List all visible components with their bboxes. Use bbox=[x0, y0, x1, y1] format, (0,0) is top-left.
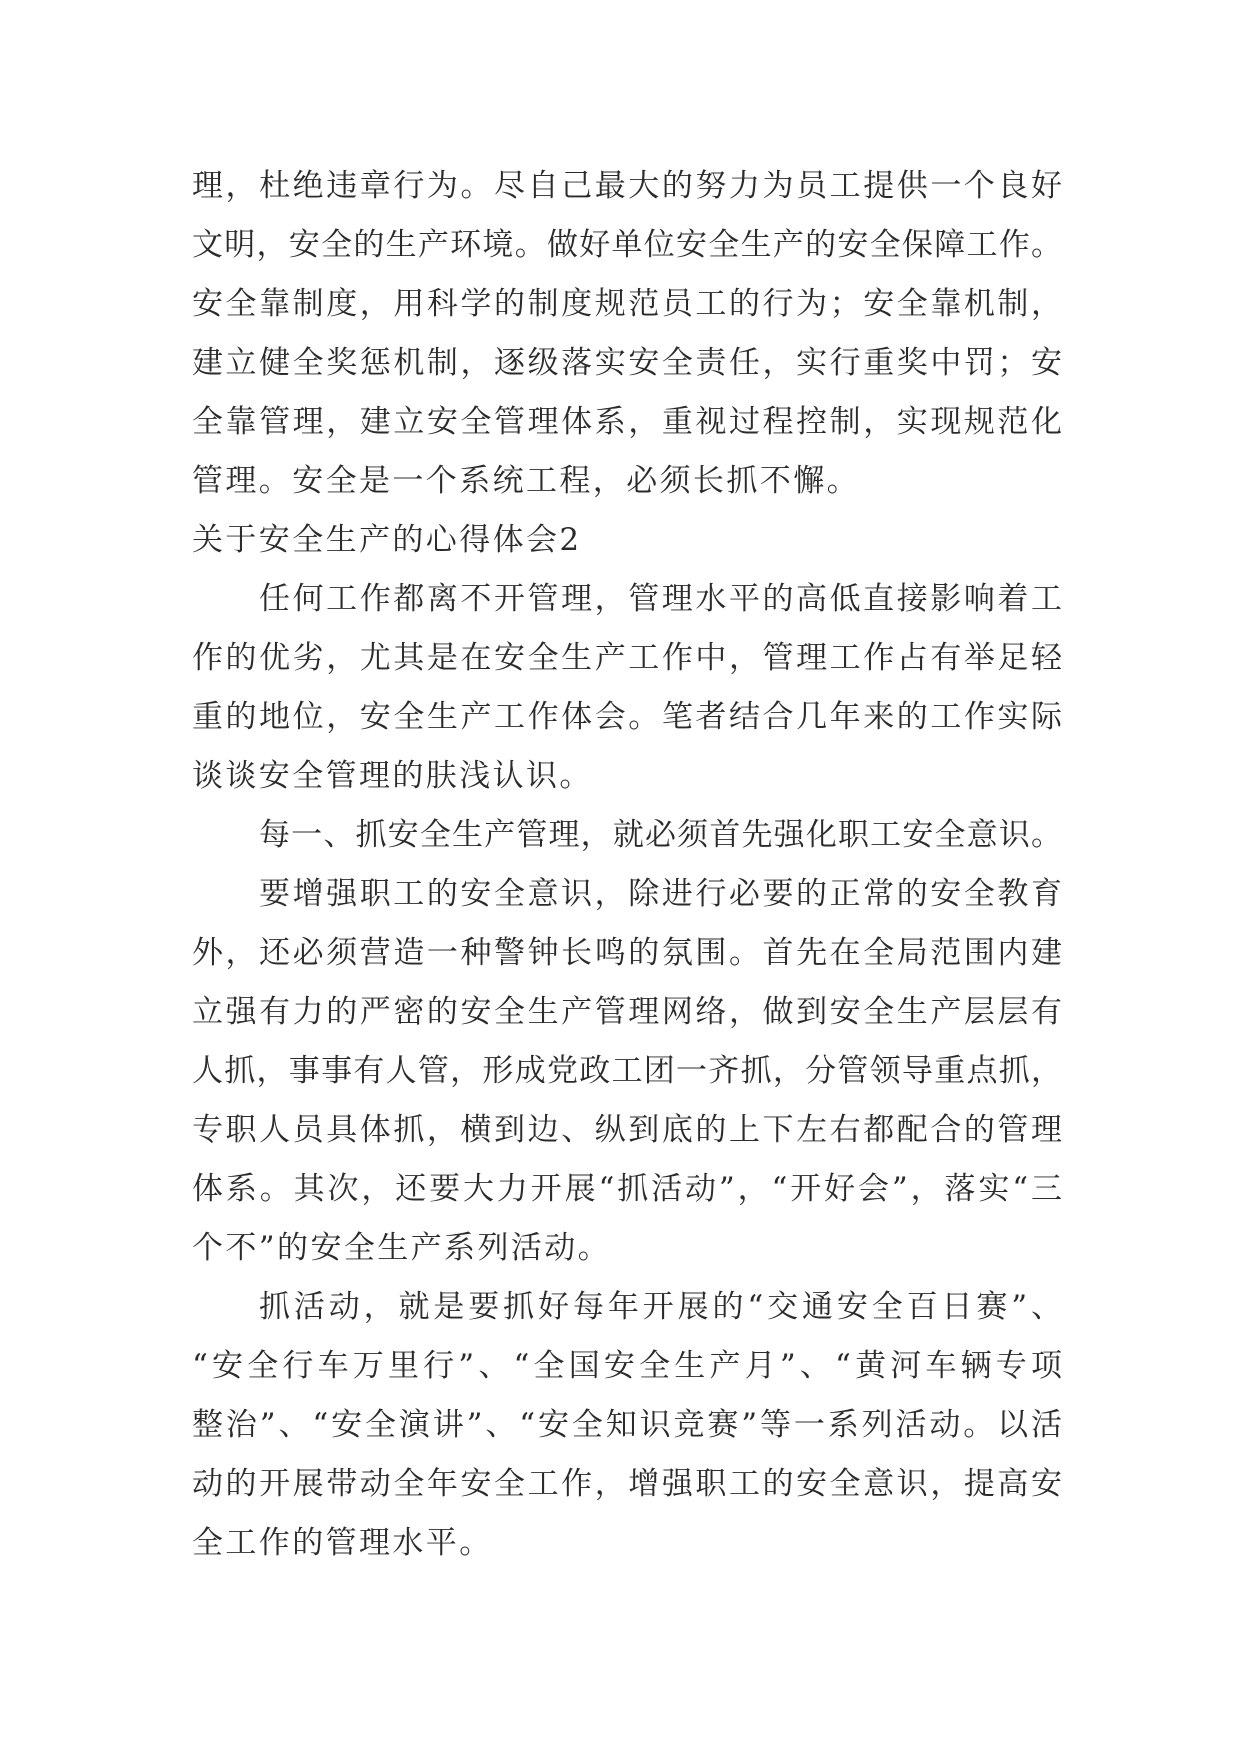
text-line: 理，杜绝违章行为。尽自己最大的努力为员工提供一个良好 bbox=[192, 168, 1062, 204]
text-line: 管理。安全是一个系统工程，必须长抓不懈。 bbox=[192, 463, 860, 499]
text-line: 体系。其次，还要大力开展“抓活动”，“开好会”，落实“三 bbox=[192, 1171, 1062, 1207]
text-line: 人抓，事事有人管，形成党政工团一齐抓，分管领导重点抓， bbox=[192, 1053, 1062, 1089]
text-line: “安全行车万里行”、“全国安全生产月”、“黄河车辆专项 bbox=[192, 1348, 1062, 1384]
text-line: 作的优劣，尤其是在安全生产工作中，管理工作占有举足轻 bbox=[192, 640, 1062, 676]
text-line: 全靠管理，建立安全管理体系，重视过程控制，实现规范化 bbox=[192, 404, 1062, 440]
text-line: 个不”的安全生产系列活动。 bbox=[192, 1230, 612, 1266]
text-line: 谈谈安全管理的肤浅认识。 bbox=[192, 758, 593, 794]
text-line: 专职人员具体抓，横到边、纵到底的上下左右都配合的管理 bbox=[192, 1112, 1062, 1148]
section-heading: 关于安全生产的心得体会2 bbox=[192, 522, 582, 558]
text-line: 文明，安全的生产环境。做好单位安全生产的安全保障工作。 bbox=[192, 227, 1062, 263]
text-line: 抓活动，就是要抓好每年开展的“交通安全百日赛”、 bbox=[259, 1289, 1062, 1325]
text-line: 外，还必须营造一种警钟长鸣的氛围。首先在全局范围内建 bbox=[192, 935, 1062, 971]
text-line: 任何工作都离不开管理，管理水平的高低直接影响着工 bbox=[259, 581, 1062, 617]
text-line: 要增强职工的安全意识，除进行必要的正常的安全教育 bbox=[259, 876, 1062, 912]
text-line: 整治”、“安全演讲”、“安全知识竞赛”等一系列活动。以活 bbox=[192, 1407, 1062, 1443]
text-line: 动的开展带动全年安全工作，增强职工的安全意识，提高安 bbox=[192, 1466, 1062, 1502]
text-line: 安全靠制度，用科学的制度规范员工的行为；安全靠机制， bbox=[192, 286, 1062, 322]
text-line: 建立健全奖惩机制，逐级落实安全责任，实行重奖中罚；安 bbox=[192, 345, 1062, 381]
text-line: 立强有力的严密的安全生产管理网络，做到安全生产层层有 bbox=[192, 994, 1062, 1030]
text-line: 全工作的管理水平。 bbox=[192, 1525, 493, 1561]
document-body bbox=[192, 157, 1062, 1573]
text-line: 重的地位，安全生产工作体会。笔者结合几年来的工作实际 bbox=[192, 699, 1062, 735]
text-line: 每一、抓安全生产管理，就必须首先强化职工安全意识。 bbox=[259, 817, 1062, 853]
